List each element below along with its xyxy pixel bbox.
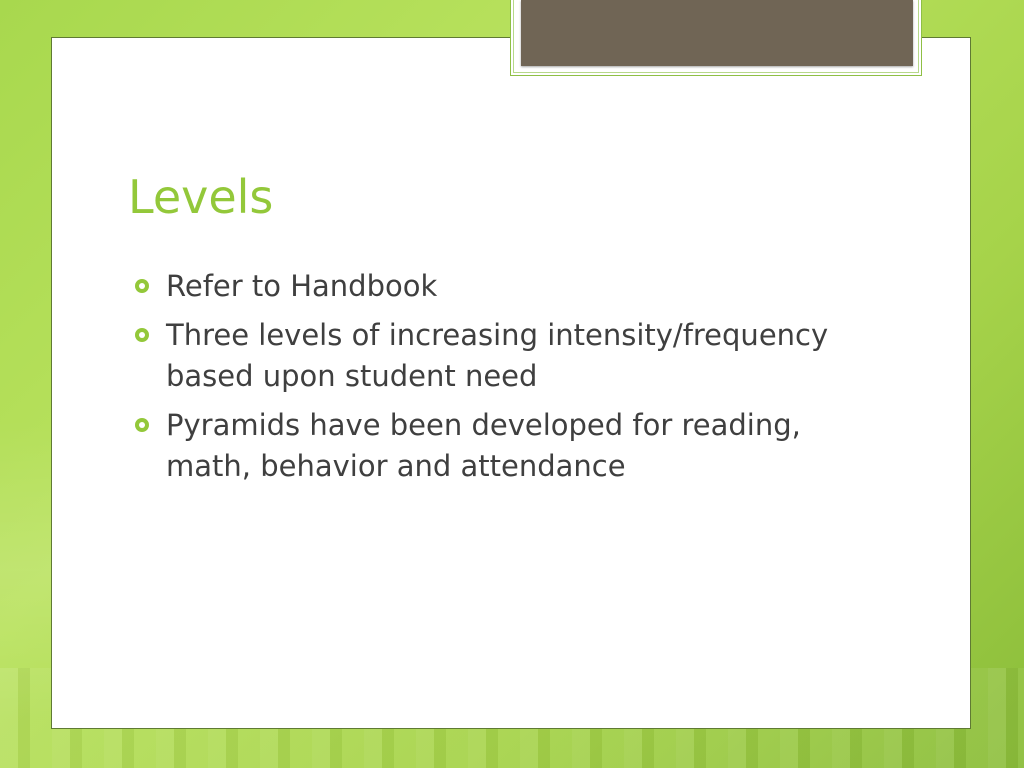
ring-bullet-icon (135, 328, 149, 342)
photo-placeholder (521, 0, 913, 66)
bullet-text: Refer to Handbook (166, 269, 438, 303)
bullet-item (130, 315, 870, 397)
bullet-text: Pyramids have been developed for reading, math, behavior and attendance (166, 408, 801, 483)
bullet-item (130, 405, 870, 487)
bullet-list (130, 266, 870, 495)
bullet-item (130, 266, 870, 307)
bullet-text: Three levels of increasing intensity/frequency based upon student need (166, 318, 829, 393)
slide-title: Levels (128, 170, 274, 224)
photo-frame (510, 0, 922, 76)
ring-bullet-icon (135, 279, 149, 293)
ring-bullet-icon (135, 418, 149, 432)
